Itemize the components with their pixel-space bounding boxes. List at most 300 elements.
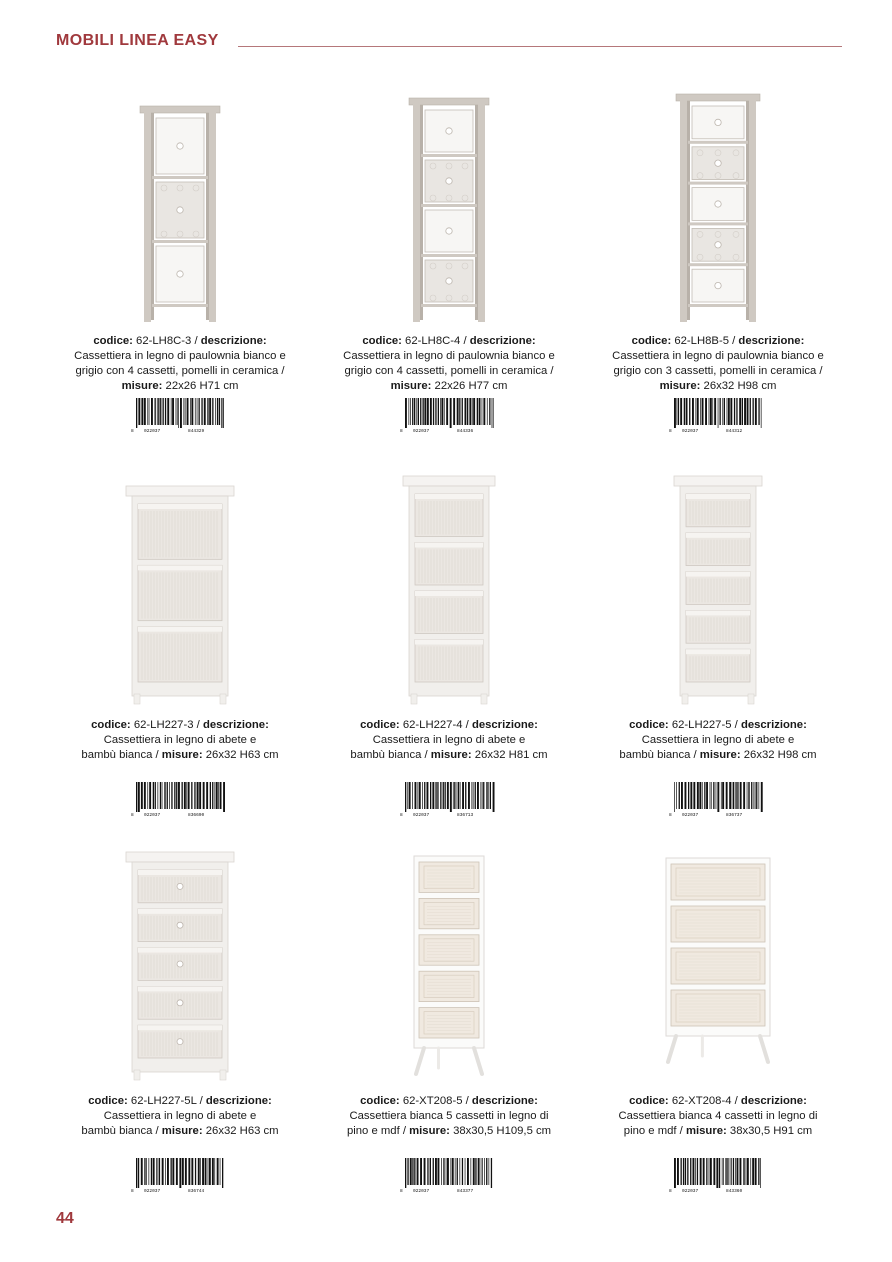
barcode-bar [733, 782, 734, 809]
barcode-bar [138, 398, 140, 425]
barcode-bar [219, 398, 220, 425]
product-description-2: bambù bianca / [81, 749, 162, 761]
barcode-bar [468, 782, 470, 809]
barcode-bar [418, 398, 419, 425]
barcode-bar [755, 782, 756, 809]
furniture-illustration [327, 848, 571, 1088]
barcode-bar [720, 398, 721, 425]
barcode-bar [427, 398, 429, 425]
barcode-bar [735, 782, 736, 809]
barcode-bar [479, 398, 481, 425]
barcode-bar [706, 1158, 707, 1185]
barcode-bar [703, 1158, 705, 1185]
barcode-bar [432, 782, 434, 809]
barcode-bar [187, 398, 189, 425]
barcode-bar [435, 398, 436, 425]
barcode-bar [681, 1158, 682, 1185]
barcode-bar [164, 782, 165, 809]
barcode-bar [427, 782, 429, 809]
barcode-bar [747, 398, 749, 425]
barcode-bar [704, 782, 705, 809]
barcode-bar [734, 398, 735, 425]
barcode-bar [686, 398, 688, 425]
barcode-bar [443, 782, 444, 809]
barcode-bar [153, 1158, 155, 1185]
barcode-bar [483, 398, 485, 425]
barcode [399, 398, 499, 434]
barcode-bar [160, 782, 161, 809]
barcode-bar [146, 1158, 147, 1185]
barcode-bar [443, 1158, 444, 1185]
drawer [671, 864, 765, 900]
product-image [58, 472, 302, 712]
barcode-bar [727, 398, 728, 425]
barcode-bar [487, 782, 488, 809]
barcode-bar [197, 782, 199, 809]
page-header [56, 30, 842, 54]
product-code: 62-LH227-5L [130, 1095, 197, 1107]
barcode-bar [405, 1158, 406, 1188]
barcode-bar [205, 1158, 207, 1185]
barcode-bar [158, 1158, 159, 1185]
barcode [668, 1158, 768, 1194]
barcode-bar [454, 782, 455, 809]
barcode-bar [167, 398, 169, 425]
barcode-bar [415, 782, 417, 809]
barcode-bar [200, 1158, 201, 1185]
barcode-bar [172, 398, 174, 425]
barcode-bar [212, 782, 213, 809]
barcode-bar [190, 398, 191, 425]
barcode-bar [210, 782, 211, 809]
barcode-bar [702, 782, 703, 809]
page-number: 44 [56, 1210, 74, 1227]
barcode-bar [462, 1158, 463, 1185]
barcode-bar [410, 398, 411, 425]
knob [715, 119, 721, 125]
barcode-bar [725, 1158, 726, 1185]
barcode-bar [713, 1158, 715, 1185]
product-description-1: Cassettiera in legno di paulownia bianco e [612, 350, 824, 362]
catalog-section-title: MOBILI LINEA EASY [56, 32, 219, 49]
barcode-bar [724, 398, 725, 425]
product-code: 62-LH8B-5 [674, 335, 729, 347]
product-caption: codice: 62-XT208-5 / descrizione: Cassettiera bianca 5 cassetti in legno di pino e mdf / misure: 38x30,5 H109,5 cm [317, 1094, 581, 1139]
barcode-bar [217, 1158, 219, 1185]
barcode-bar [489, 398, 490, 425]
knob [446, 128, 452, 134]
barcode-bar [681, 782, 683, 809]
barcode-bar [710, 782, 711, 809]
barcode-bar [149, 398, 150, 425]
barcode-bar [176, 1158, 178, 1185]
product-caption: codice: 62-LH8B-5 / descrizione: Cassettiera in legno di paulownia bianco e grigio con 3 cassetti, pomelli in ceramica / misure: 26x32 H98 cm [586, 334, 850, 394]
barcode-bar [722, 1158, 723, 1185]
barcode-bar [178, 398, 179, 428]
barcode-group-2: 836713 [457, 813, 474, 818]
barcode-bar [407, 1158, 408, 1185]
barcode-bar [191, 398, 193, 425]
barcode-bar [184, 398, 185, 425]
barcode-bar [414, 1158, 415, 1185]
barcode-bar [462, 782, 464, 809]
barcode-bar [136, 398, 137, 428]
barcode-bar [440, 398, 441, 425]
barcode-bar [159, 1158, 160, 1185]
barcode-bar [424, 398, 426, 425]
barcode-bar [147, 782, 148, 809]
barcode-graphic [668, 1158, 768, 1194]
barcode-bar [407, 782, 408, 809]
barcode-bar [158, 398, 159, 425]
barcode-bar [714, 398, 716, 425]
barcode-bar [705, 398, 707, 425]
barcode-bar [684, 398, 685, 425]
barcode-bar [722, 398, 723, 425]
product-description-2: bambù bianca / [81, 1125, 162, 1137]
barcode-bar [692, 398, 694, 425]
barcode-bar [746, 1158, 747, 1185]
barcode-bar [688, 782, 689, 809]
barcode-bar [223, 398, 224, 428]
barcode-bar [460, 782, 461, 809]
barcode-bar [735, 1158, 736, 1185]
barcode-bar [188, 782, 190, 809]
knob [446, 278, 452, 284]
barcode-bar [186, 782, 187, 809]
barcode-bar [423, 398, 424, 425]
knob [177, 883, 183, 889]
barcode-bar [153, 782, 154, 809]
barcode-bar [685, 1158, 686, 1185]
barcode-bar [486, 782, 487, 809]
barcode-bar [451, 1158, 452, 1185]
barcode-bar [160, 398, 161, 425]
barcode-bar [209, 1158, 211, 1185]
barcode-bar [493, 398, 494, 428]
barcode-bar [744, 1158, 745, 1185]
product-caption: codice: 62-XT208-4 / descrizione: Cassettiera bianca 4 cassetti in legno di pino e mdf / misure: 38x30,5 H91 cm [586, 1094, 850, 1139]
barcode-bar [489, 1158, 490, 1185]
barcode-bar [174, 782, 175, 809]
product-image [327, 88, 571, 328]
barcode-bar [467, 1158, 469, 1185]
product-measures: 26x32 H63 cm [205, 1125, 279, 1137]
barcode-bar [475, 1158, 476, 1185]
product-image [596, 88, 840, 328]
barcode-bar [697, 782, 699, 809]
barcode-graphic [668, 782, 768, 818]
barcode-bar [214, 1158, 215, 1185]
barcode-bar [685, 782, 687, 809]
barcode-bar [195, 398, 196, 425]
barcode-bar [472, 398, 473, 425]
product-measures: 22x26 H71 cm [165, 380, 239, 392]
barcode-bar [138, 1158, 139, 1188]
barcode-bar [163, 398, 164, 425]
barcode-bar [693, 782, 695, 809]
barcode-bar [206, 782, 208, 809]
barcode-bar [141, 398, 143, 425]
barcode-bar [177, 398, 178, 425]
barcode-bar [204, 398, 206, 425]
barcode [130, 398, 230, 434]
knob [177, 271, 183, 277]
barcode-prefix: 8 [669, 429, 672, 434]
barcode-bar [220, 1158, 221, 1185]
drawer [671, 906, 765, 942]
barcode-bar [455, 1158, 456, 1185]
barcode-bar [737, 782, 738, 809]
barcode-graphic [130, 1158, 230, 1194]
barcode-bar [180, 398, 182, 428]
barcode-bar [222, 1158, 223, 1188]
barcode-bar [198, 1158, 200, 1185]
barcode-bar [679, 782, 680, 809]
product-card [317, 88, 581, 440]
furniture-illustration [58, 848, 302, 1088]
barcode-bar [674, 1158, 676, 1188]
barcode-bar [420, 1158, 422, 1185]
barcode-graphic [399, 398, 499, 434]
product-card [317, 472, 581, 824]
knob [177, 961, 183, 967]
barcode-bar [749, 782, 750, 809]
knob [715, 201, 721, 207]
barcode-bar [144, 782, 146, 809]
barcode-bar [490, 782, 491, 809]
barcode-bar [754, 782, 755, 809]
barcode-bar [191, 782, 192, 809]
barcode-bar [195, 782, 196, 809]
product-caption: codice: 62-LH227-5L / descrizione: Cassettiera in legno di abete e bambù bianca / misure: 26x32 H63 cm [48, 1094, 312, 1139]
barcode-bar [194, 782, 195, 809]
barcode-group-1: 022037 [413, 1189, 430, 1194]
barcode-bar [493, 782, 495, 812]
barcode-bar [482, 782, 483, 809]
barcode-bar [151, 1158, 152, 1185]
barcode-bar [730, 1158, 731, 1185]
barcode-bar [220, 782, 222, 809]
product-measures: 38x30,5 H91 cm [729, 1125, 813, 1137]
barcode-bar [736, 398, 737, 425]
barcode-group-1: 022037 [682, 1189, 699, 1194]
furniture-illustration [58, 88, 302, 328]
knob [446, 178, 452, 184]
barcode-bar [182, 782, 183, 809]
barcode-bar [477, 398, 478, 425]
barcode-bar [430, 782, 431, 809]
barcode-bar [483, 782, 484, 809]
product-card [586, 848, 850, 1200]
barcode-bar [171, 398, 172, 425]
barcode-bar [690, 782, 692, 809]
knob [177, 143, 183, 149]
barcode-bar [179, 1158, 181, 1188]
barcode-bar [457, 782, 458, 809]
barcode-bar [201, 398, 202, 425]
barcode-bar [475, 782, 476, 809]
knob [715, 242, 721, 248]
drawer [671, 948, 765, 984]
barcode-bar [752, 1158, 754, 1185]
barcode-bar [697, 398, 699, 425]
barcode-bar [472, 782, 473, 809]
barcode-group-1: 022037 [144, 813, 161, 818]
product-description-1: Cassettiera in legno di abete e [372, 734, 526, 746]
product-code: 62-XT208-5 [402, 1095, 463, 1107]
product-image [327, 472, 571, 712]
barcode-bar [409, 782, 411, 809]
barcode-bar [751, 782, 752, 809]
product-code: 62-LH227-5 [671, 719, 732, 731]
barcode-bar [676, 782, 677, 809]
knob [715, 282, 721, 288]
barcode-bar [716, 1158, 718, 1188]
barcode-group-1: 022037 [144, 429, 161, 434]
barcode-bar [743, 782, 745, 809]
barcode-bar [405, 398, 407, 428]
barcode [399, 1158, 499, 1194]
barcode-bar [674, 398, 676, 428]
product-description-2: grigio con 4 cassetti, pomelli in ceramica / [75, 365, 285, 377]
barcode-graphic [399, 1158, 499, 1194]
barcode-bar [711, 782, 712, 809]
barcode-prefix: 8 [131, 1189, 134, 1194]
barcode-bar [184, 782, 186, 809]
product-code: 62-LH227-4 [402, 719, 463, 731]
product-description-1: Cassettiera in legno di abete e [103, 734, 257, 746]
barcode-bar [458, 782, 459, 809]
knob [715, 160, 721, 166]
barcode-bar [157, 398, 158, 425]
barcode-bar [710, 1158, 712, 1185]
barcode-bar [185, 398, 186, 425]
product-description-2: pino e mdf / [623, 1125, 686, 1137]
barcode-bar [742, 398, 743, 425]
barcode-bar [710, 398, 712, 425]
barcode-bar [212, 1158, 214, 1185]
product-measures: 38x30,5 H109,5 cm [453, 1125, 552, 1137]
barcode-bar [441, 398, 443, 425]
barcode-bar [462, 398, 463, 425]
barcode-bar [755, 1158, 757, 1185]
barcode-bar [713, 782, 714, 809]
knob [446, 228, 452, 234]
barcode-group-1: 022037 [682, 813, 699, 818]
barcode-bar [755, 398, 757, 425]
barcode-bar [138, 782, 140, 812]
barcode-group-1: 022037 [413, 813, 430, 818]
barcode-graphic [399, 782, 499, 818]
product-caption: codice: 62-LH227-4 / descrizione: Cassettiera in legno di abete e bambù bianca / misure: 26x32 H81 cm [317, 718, 581, 763]
barcode-bar [409, 398, 410, 425]
barcode-bar [151, 398, 153, 425]
barcode-bar [162, 1158, 164, 1185]
barcode-bar [693, 1158, 695, 1185]
barcode [668, 782, 768, 818]
barcode-bar [147, 398, 148, 425]
barcode-bar [481, 1158, 482, 1185]
product-description-2: bambù bianca / [619, 749, 700, 761]
barcode-bar [208, 1158, 209, 1185]
barcode-bar [202, 1158, 204, 1185]
barcode-bar [683, 1158, 684, 1185]
barcode-bar [176, 398, 177, 425]
barcode-graphic [130, 782, 230, 818]
barcode-bar [141, 782, 143, 809]
barcode-bar [412, 398, 413, 425]
barcode-bar [758, 398, 759, 425]
barcode-bar [473, 782, 474, 809]
barcode-bar [748, 782, 749, 809]
barcode-bar [760, 1158, 761, 1188]
furniture-illustration [58, 472, 302, 712]
barcode-bar [740, 782, 742, 809]
barcode-bar [182, 1158, 184, 1185]
barcode-bar [420, 398, 421, 425]
barcode-bar [453, 398, 455, 425]
barcode-bar [438, 398, 439, 425]
barcode-bar [678, 398, 679, 425]
barcode-prefix: 8 [400, 1189, 403, 1194]
barcode-bar [156, 1158, 157, 1185]
barcode-bar [700, 1158, 702, 1185]
barcode-bar [482, 1158, 483, 1185]
product-caption: codice: 62-LH227-5 / descrizione: Cassettiera in legno di abete e bambù bianca / misure: 26x32 H98 cm [586, 718, 850, 763]
barcode-bar [172, 1158, 174, 1185]
barcode-bar [750, 398, 751, 425]
barcode-bar [424, 1158, 426, 1185]
barcode-bar [465, 782, 466, 809]
barcode-bar [467, 398, 468, 425]
barcode-group-2: 844312 [726, 429, 743, 434]
barcode-bar [171, 782, 172, 809]
drawer [138, 627, 222, 682]
product-code: 62-LH227-3 [133, 719, 194, 731]
barcode-bar [158, 782, 159, 809]
barcode-bar [218, 782, 219, 809]
knob [177, 1039, 183, 1045]
barcode-bar [215, 782, 216, 809]
barcode-bar [447, 1158, 449, 1185]
barcode-bar [144, 1158, 145, 1185]
header-divider [238, 46, 842, 47]
product-card [586, 88, 850, 440]
product-description-2: bambù bianca / [350, 749, 431, 761]
barcode-bar [410, 1158, 412, 1185]
product-description-1: Cassettiera in legno di abete e [641, 734, 795, 746]
barcode-bar [674, 782, 675, 812]
barcode-bar [185, 1158, 187, 1185]
barcode-bar [419, 782, 421, 809]
product-code: 62-LH8C-4 [405, 335, 461, 347]
barcode-bar [438, 1158, 440, 1185]
barcode-bar [441, 1158, 442, 1185]
barcode-bar [750, 1158, 751, 1185]
barcode-bar [453, 782, 454, 809]
product-card [48, 848, 312, 1200]
product-image [327, 848, 571, 1088]
barcode-bar [435, 1158, 437, 1185]
barcode-graphic [130, 398, 230, 434]
barcode-bar [428, 1158, 429, 1185]
barcode-bar [737, 1158, 739, 1185]
product-image [58, 848, 302, 1088]
barcode-bar [469, 398, 471, 425]
barcode-bar [487, 398, 488, 425]
barcode-bar [716, 782, 717, 809]
